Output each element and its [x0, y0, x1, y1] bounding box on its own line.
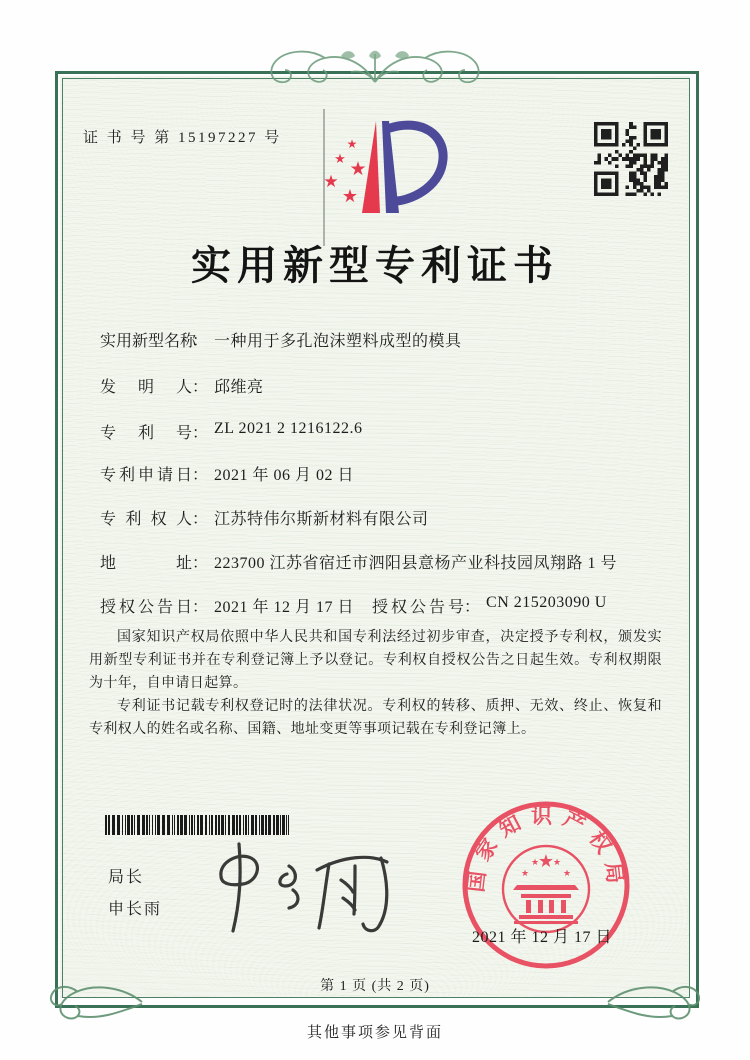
- field-label: 授权公告号: [372, 599, 464, 616]
- field-value: 2021 年 06 月 02 日: [214, 467, 355, 484]
- director-name: 申长雨: [108, 901, 163, 918]
- legal-text: [89, 626, 662, 741]
- field-colon: ：: [192, 511, 209, 528]
- svg-text:★: ★: [341, 186, 359, 207]
- director-title: 局长: [108, 869, 145, 886]
- page-number: 第 1 页 (共 2 页): [320, 979, 430, 994]
- field-colon: ：: [464, 599, 481, 616]
- seal-emblem: [503, 846, 589, 932]
- top-scroll-ornament: [265, 46, 485, 94]
- certificate-barcode: [105, 815, 295, 835]
- field-row-address: [100, 550, 617, 573]
- field-colon: ：: [192, 555, 209, 572]
- svg-text:★: ★: [530, 858, 540, 868]
- svg-text:★: ★: [346, 137, 358, 151]
- back-note: 其他事项参见背面: [306, 1025, 443, 1041]
- field-value: 邱维亮: [214, 379, 264, 396]
- field-value: 2021 年 12 月 17 日: [214, 599, 355, 616]
- svg-text:★: ★: [334, 152, 346, 167]
- seal-ring-text: 国家知识产权局: [463, 804, 629, 894]
- field-row-patent-no: [100, 420, 362, 443]
- svg-text:★: ★: [323, 172, 339, 192]
- field-colon: ：: [192, 379, 209, 396]
- field-label: 实用新型名称: [100, 333, 197, 350]
- field-row-name: [100, 328, 462, 351]
- body-paragraph-1: 国家知识产权局依照中华人民共和国专利法经过初步审查，决定授予专利权，颁发实用新型专利证书并在专利登记簿上予以登记。专利权自授权公告之日起生效。专利权期限为十年，自申请日起算。: [89, 630, 662, 691]
- field-row-grant-number: [372, 594, 607, 617]
- svg-text:国家知识产权局: [464, 804, 628, 893]
- field-value: 江苏特伟尔斯新材料有限公司: [214, 511, 429, 528]
- svg-text:★: ★: [552, 858, 562, 868]
- field-label: 专利权人: [100, 511, 192, 528]
- field-colon: ：: [192, 599, 209, 616]
- svg-text:★: ★: [520, 869, 530, 879]
- field-colon: ：: [192, 467, 209, 484]
- field-value: ZL 2021 2 1216122.6: [214, 420, 363, 437]
- field-row-inventor: [100, 374, 264, 397]
- field-row-filing-date: [100, 462, 354, 485]
- cnipa-logo: [312, 105, 457, 250]
- certificate-number: 证 书 号 第 15197227 号: [83, 130, 282, 146]
- qr-code: [594, 122, 668, 198]
- field-value: 一种用于多孔泡沫塑料成型的模具: [214, 333, 462, 350]
- svg-text:★: ★: [349, 158, 367, 180]
- field-label: 授权公告日: [100, 599, 192, 616]
- svg-text:★: ★: [562, 869, 572, 879]
- seal-date: 2021 年 12 月 17 日: [472, 929, 613, 946]
- svg-text:★: ★: [537, 851, 555, 872]
- director-signature: [205, 836, 405, 941]
- field-colon: ：: [192, 425, 209, 442]
- field-row-patentee: [100, 506, 429, 529]
- field-label: 发明人: [100, 379, 192, 396]
- certificate-title: 实用新型专利证书: [191, 243, 559, 288]
- field-value: CN 215203090 U: [486, 594, 607, 611]
- field-row-grant: [100, 594, 607, 617]
- field-value: 223700 江苏省宿迁市泗阳县意杨产业科技园凤翔路 1 号: [214, 555, 618, 572]
- field-label: 专利申请日: [100, 467, 192, 484]
- field-label: 专利号: [100, 425, 192, 442]
- field-label: 地址: [100, 555, 192, 572]
- field-colon: ：: [192, 333, 209, 350]
- body-paragraph-2: 专利证书记载专利权登记时的法律状况。专利权的转移、质押、无效、终止、恢复和专利权人的姓名或名称、国籍、地址变更等事项记载在专利登记簿上。: [89, 699, 662, 737]
- official-seal: [455, 797, 637, 979]
